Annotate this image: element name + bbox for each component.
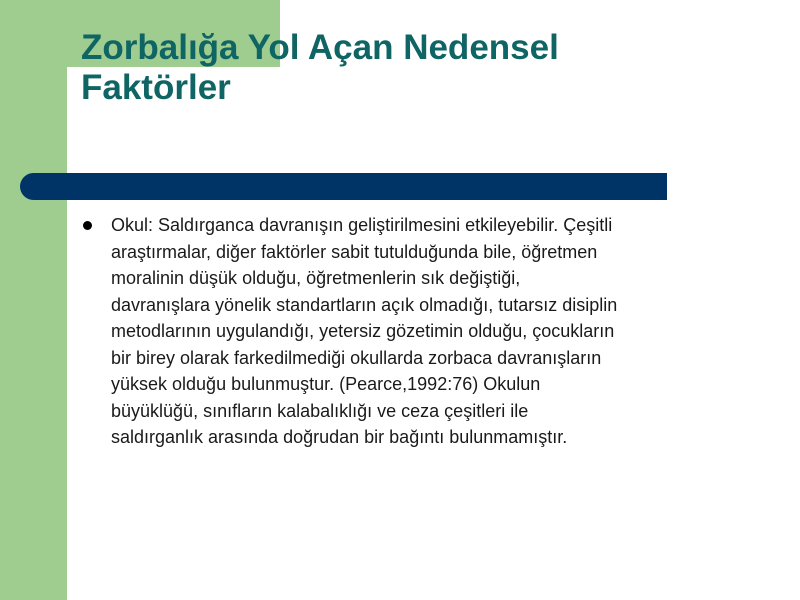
- bullet-item: [80, 212, 740, 451]
- bullet-icon: [83, 221, 92, 230]
- slide-title: [81, 28, 741, 108]
- bullet-text-line-1: Okul: Saldırganca davranışın geliştirilmesini etkileyebilir. Çeşitli: [111, 215, 613, 235]
- slide-title-line-1: Zorbalığa Yol Açan Nedensel: [81, 28, 559, 67]
- bullet-text-line-3: moralinin düşük olduğu, öğretmenlerin sık değiştiği,: [111, 268, 521, 288]
- bullet-text-line-7: yüksek olduğu bulunmuştur. (Pearce,1992:76) Okulun: [111, 374, 541, 394]
- accent-bar: [20, 173, 667, 200]
- bullet-text-line-2: araştırmalar, diğer faktörler sabit tutulduğunda bile, öğretmen: [111, 241, 598, 262]
- bullet-text-line-6: bir birey olarak farkedilmediği okullarda zorbaca davranışların: [111, 347, 602, 368]
- bullet-text-line-9: saldırganlık arasında doğrudan bir bağıntı bulunmamıştır.: [111, 427, 568, 447]
- left-decorative-band: [0, 0, 67, 600]
- slide-content: [80, 212, 740, 451]
- bullet-text-line-5: metodlarının uygulandığı, yetersiz gözetimin olduğu, çocukların: [111, 321, 615, 341]
- bullet-text-line-8: büyüklüğü, sınıfların kalabalıklığı ve ceza çeşitleri ile: [111, 400, 529, 421]
- slide-title-line-2: Faktörler: [81, 68, 231, 107]
- bullet-text-line-4: davranışlara yönelik standartların açık olmadığı, tutarsız disiplin: [111, 294, 618, 315]
